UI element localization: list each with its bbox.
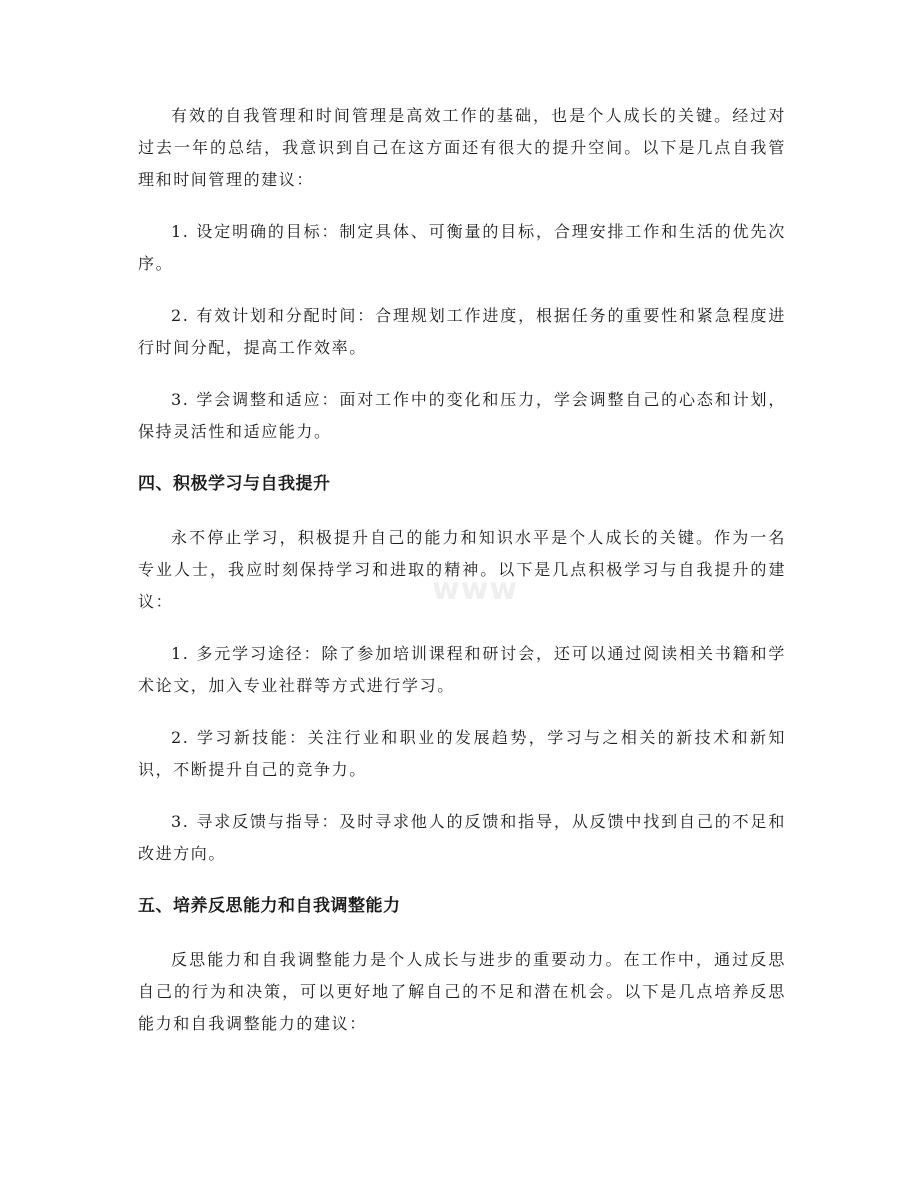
list-item: 2. 有效计划和分配时间：合理规划工作进度，根据任务的重要性和紧急程度进行时间分配，提高工作效率。 <box>138 306 786 357</box>
list-item: 2. 学习新技能：关注行业和职业的发展趋势，学习与之相关的新技术和新知识，不断提升自己的竞争力。 <box>138 728 786 779</box>
list-item: 1. 多元学习途径：除了参加培训课程和研讨会，还可以通过阅读相关书籍和学术论文，加入专业社群等方式进行学习。 <box>138 644 786 695</box>
section-heading-5: 五、培养反思能力和自我调整能力 <box>138 896 401 916</box>
section5-paragraph: 反思能力和自我调整能力是个人成长与进步的重要动力。在工作中，通过反思自己的行为和决策，可以更好地了解自己的不足和潜在机会。以下是几点培养反思能力和自我调整能力的建议： <box>138 950 786 1033</box>
list-item: 1. 设定明确的目标：制定具体、可衡量的目标，合理安排工作和生活的优先次序。 <box>138 222 786 273</box>
watermark: www <box>432 572 519 607</box>
list-item: 3. 学会调整和适应：面对工作中的变化和压力，学会调整自己的心态和计划，保持灵活性和适应能力。 <box>138 390 786 441</box>
intro-paragraph: 有效的自我管理和时间管理是高效工作的基础，也是个人成长的关键。经过对过去一年的总结，我意识到自己在这方面还有很大的提升空间。以下是几点自我管理和时间管理的建议： <box>138 106 786 189</box>
document-page <box>138 100 786 1060</box>
list-item: 3. 寻求反馈与指导：及时寻求他人的反馈和指导，从反馈中找到自己的不足和改进方向。 <box>138 812 786 863</box>
section4-paragraph: 永不停止学习，积极提升自己的能力和知识水平是个人成长的关键。作为一名专业人士，我应时刻保持学习和进取的精神。以下是几点积极学习与自我提升的建议： <box>138 528 786 611</box>
section-heading-4: 四、积极学习与自我提升 <box>138 474 331 494</box>
